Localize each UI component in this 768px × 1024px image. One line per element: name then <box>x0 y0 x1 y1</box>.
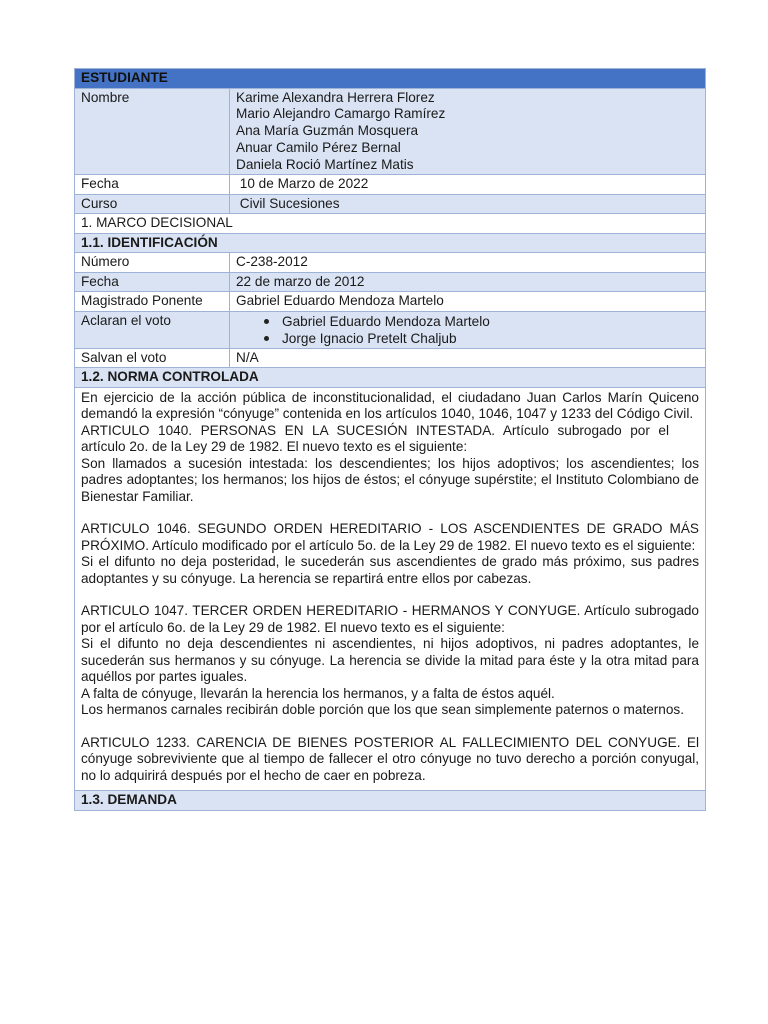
norma-header-row <box>75 368 706 388</box>
fecha-sentencia-row <box>75 272 706 292</box>
aclaran-label: Aclaran el voto <box>75 311 230 348</box>
norma-intro: En ejercicio de la acción pública de inconstitucionalidad, el ciudadano Juan Carlos Marín Quiceno demandó la expresión “cónyuge” contenida en los artículos 1040, 1046, 1047 y 1233 del Código Civil. <box>81 389 699 422</box>
article-1040-text: Son llamados a sucesión intestada: los descendientes; los hijos adoptivos; los ascendientes; los padres adoptantes; los hermanos; los hijos de éstos; el cónyuge supérstite; el Instituto Colombiano de Bienestar Familiar. <box>81 455 699 504</box>
identificacion-heading: 1.1. IDENTIFICACIÓN <box>75 233 706 253</box>
curso-row <box>75 194 706 214</box>
curso-label: Curso <box>75 194 230 214</box>
nombre-label: Nombre <box>75 88 230 175</box>
nombre-values <box>230 88 706 175</box>
article-1047-text: Si el difunto no deja descendientes ni ascendientes, ni hijos adoptivos, ni padres adoptantes, le sucederán sus hermanos y su cónyuge. La herencia se divide la mitad para éste y la otra mitad para aquéllos por partes iguales. <box>81 636 699 685</box>
magistrado-value: Gabriel Eduardo Mendoza Martelo <box>230 292 706 312</box>
magistrado-label: Magistrado Ponente <box>75 292 230 312</box>
salvan-label: Salvan el voto <box>75 348 230 368</box>
aclaran-values <box>230 311 706 348</box>
article-1046-title: ARTICULO 1046. SEGUNDO ORDEN HEREDITARIO - LOS ASCENDIENTES DE GRADO MÁS PRÓXIMO. Artículo modificado por el artículo 5o. de la Ley 29 de 1982. El nuevo texto es el siguiente: <box>81 521 699 553</box>
student-name: Daniela Roció Martínez Matis <box>236 156 414 172</box>
magistrado-row <box>75 292 706 312</box>
norma-body <box>75 387 706 791</box>
estudiante-header-row <box>75 69 706 89</box>
salvan-row <box>75 348 706 368</box>
fecha-sentencia-label: Fecha <box>75 272 230 292</box>
norma-body-row <box>75 387 706 791</box>
spacer <box>81 719 699 735</box>
aclaran-row <box>75 311 706 348</box>
student-name: Ana María Guzmán Mosquera <box>236 123 419 139</box>
norma-heading: 1.2. NORMA CONTROLADA <box>75 368 706 388</box>
fecha-label: Fecha <box>75 175 230 195</box>
demanda-heading: 1.3. DEMANDA <box>75 791 706 811</box>
marco-decisional-title: 1. MARCO DECISIONAL <box>75 214 706 234</box>
article-1233-text: ARTICULO 1233. CARENCIA DE BIENES POSTERIOR AL FALLECIMIENTO DEL CONYUGE. El cónyuge sobreviviente que al tiempo de fallecer el otro cónyuge no tuvo derecho a porción conyugal, no lo adquirirá después por el hecho de caer en pobreza. <box>81 734 699 783</box>
list-item: Gabriel Eduardo Mendoza Martelo <box>282 313 699 330</box>
article-1047-title: ARTICULO 1047. TERCER ORDEN HEREDITARIO - HERMANOS Y CONYUGE. Artículo subrogado por el artículo 6o. de la Ley 29 de 1982. El nuevo texto es el siguiente: <box>81 603 699 635</box>
case-summary-table <box>74 68 706 811</box>
article-1040-title: ARTICULO 1040. PERSONAS EN LA SUCESIÓN INTESTADA. Artículo subrogado por el artículo 2o. de la Ley 29 de 1982. El nuevo texto es el siguiente: <box>81 422 669 455</box>
salvan-value: N/A <box>230 348 706 368</box>
demanda-header-row <box>75 791 706 811</box>
numero-label: Número <box>75 253 230 273</box>
student-name: Mario Alejandro Camargo Ramírez <box>236 106 446 122</box>
numero-row <box>75 253 706 273</box>
article-1046-text: Si el difunto no deja posteridad, le sucederán sus ascendientes de grado más próximo, sus padres adoptantes y su cónyuge. La herencia se repartirá entre ellos por cabezas. <box>81 554 699 586</box>
marco-decisional-row <box>75 214 706 234</box>
student-name: Anuar Camilo Pérez Bernal <box>236 139 401 155</box>
curso-value: Civil Sucesiones <box>230 194 706 214</box>
student-name: Karime Alexandra Herrera Florez <box>236 89 435 105</box>
spacer <box>81 587 699 603</box>
list-item: Jorge Ignacio Pretelt Chaljub <box>282 330 699 347</box>
numero-value: C-238-2012 <box>230 253 706 273</box>
aclaran-list <box>236 313 699 347</box>
fecha-value: 10 de Marzo de 2022 <box>230 175 706 195</box>
identificacion-header-row <box>75 233 706 253</box>
estudiante-heading: ESTUDIANTE <box>75 69 706 89</box>
article-1047-text: A falta de cónyuge, llevarán la herencia los hermanos, y a falta de éstos aquél. <box>81 685 555 701</box>
spacer <box>81 505 699 521</box>
fecha-row <box>75 175 706 195</box>
article-1047-text: Los hermanos carnales recibirán doble porción que los que sean simplemente paternos o maternos. <box>81 702 685 718</box>
nombre-row <box>75 88 706 175</box>
fecha-sentencia-value: 22 de marzo de 2012 <box>230 272 706 292</box>
